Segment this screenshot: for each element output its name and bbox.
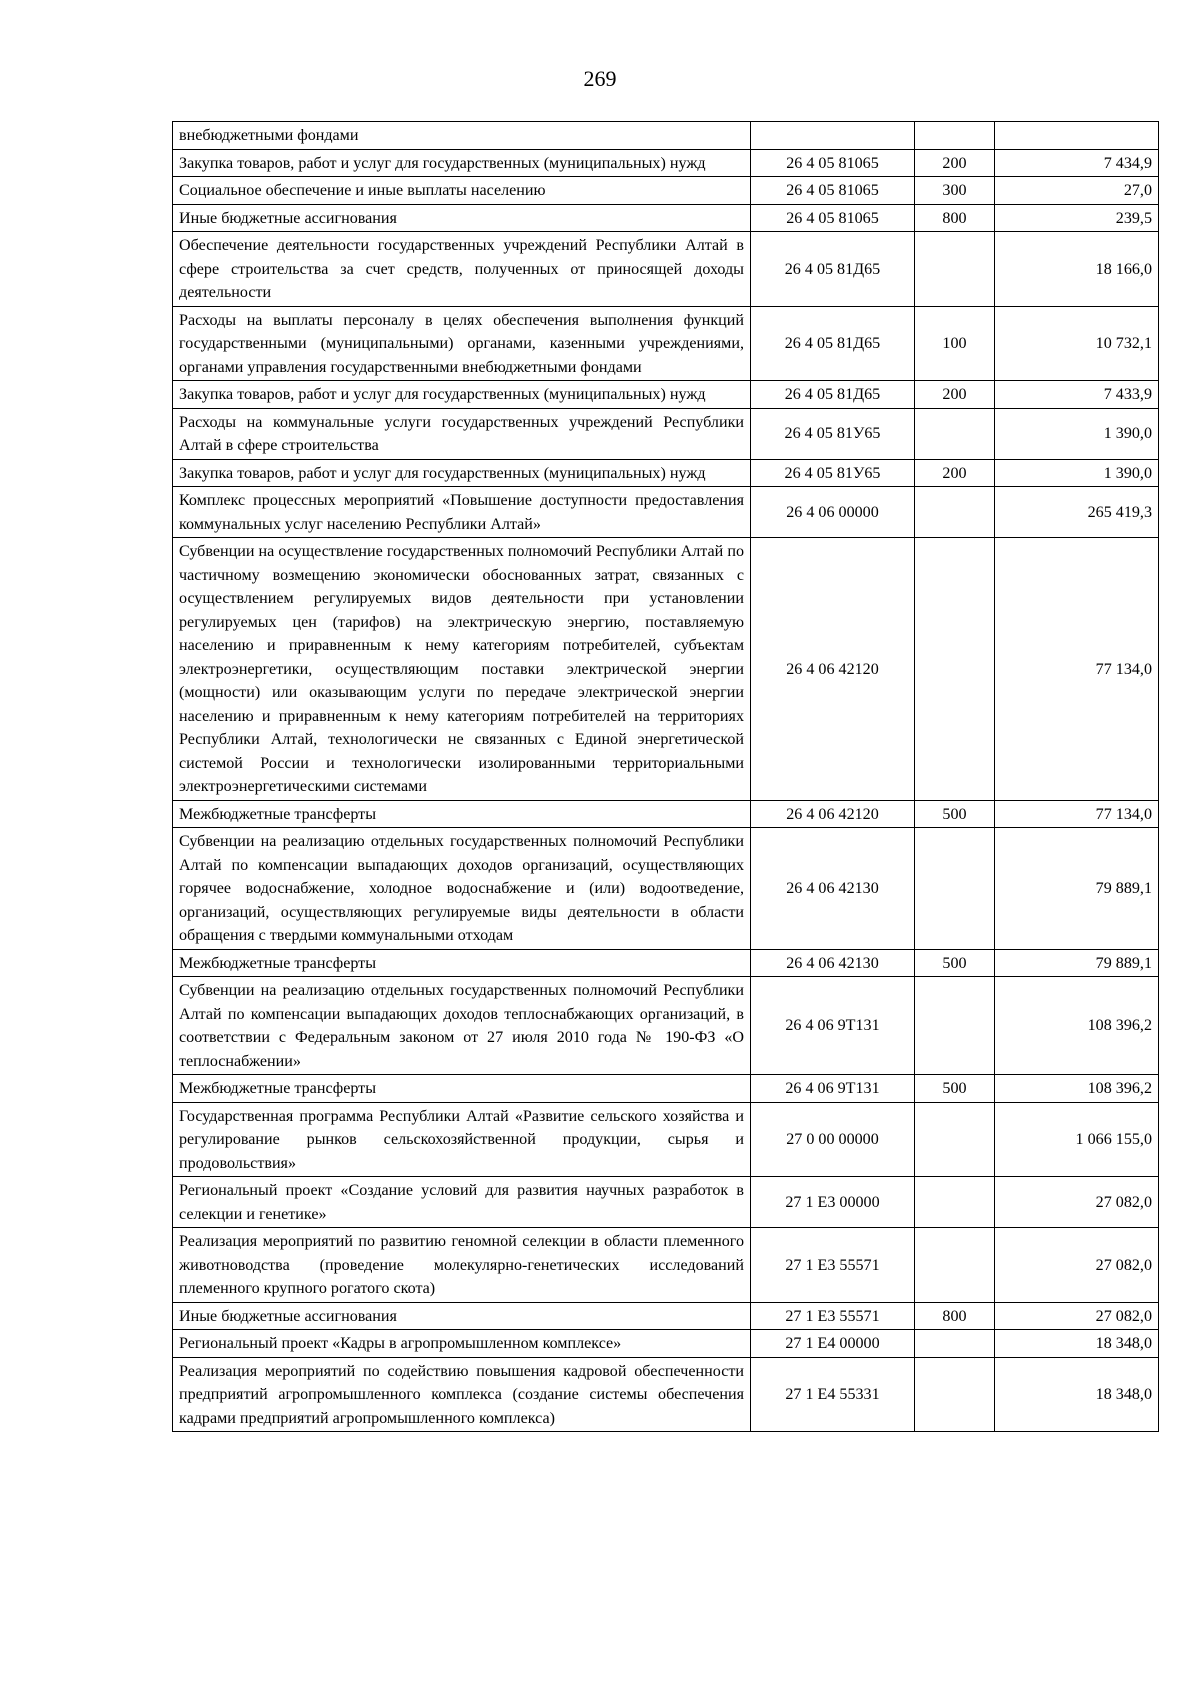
table-row [173, 1075, 1159, 1103]
row-code-cell: 27 1 Е3 00000 [751, 1177, 915, 1228]
row-code-cell: 27 1 Е4 00000 [751, 1330, 915, 1358]
table-row [173, 459, 1159, 487]
row-expense-type-cell: 500 [915, 800, 995, 828]
row-name-cell: Закупка товаров, работ и услуг для государственных (муниципальных) нужд [173, 381, 751, 409]
row-expense-type-cell [915, 1330, 995, 1358]
row-expense-type-cell [915, 1102, 995, 1177]
row-code-cell [751, 122, 915, 150]
table-row [173, 149, 1159, 177]
page-number: 269 [583, 66, 617, 91]
row-amount-cell: 1 066 155,0 [995, 1102, 1159, 1177]
row-amount-cell: 7 433,9 [995, 381, 1159, 409]
row-amount-cell: 265 419,3 [995, 487, 1159, 538]
row-amount-cell: 27 082,0 [995, 1228, 1159, 1303]
row-amount-cell: 7 434,9 [995, 149, 1159, 177]
table-row [173, 381, 1159, 409]
row-expense-type-cell: 200 [915, 149, 995, 177]
row-code-cell: 27 1 Е3 55571 [751, 1228, 915, 1303]
row-name-cell: Иные бюджетные ассигнования [173, 204, 751, 232]
table-row [173, 828, 1159, 950]
row-expense-type-cell: 800 [915, 204, 995, 232]
table-row [173, 1102, 1159, 1177]
row-expense-type-cell [915, 122, 995, 150]
row-code-cell: 27 0 00 00000 [751, 1102, 915, 1177]
row-name-cell: Региональный проект «Создание условий для развития научных разработок в селекции и генетике» [173, 1177, 751, 1228]
row-expense-type-cell: 500 [915, 949, 995, 977]
row-expense-type-cell: 300 [915, 177, 995, 205]
table-row [173, 1177, 1159, 1228]
row-name-cell: Реализация мероприятий по развитию геномной селекции в области племенного животноводства (проведение молекулярно-генетических исследований племенного крупного рогатого скота) [173, 1228, 751, 1303]
row-amount-cell: 77 134,0 [995, 800, 1159, 828]
row-code-cell: 26 4 05 81065 [751, 204, 915, 232]
row-amount-cell: 77 134,0 [995, 538, 1159, 801]
row-amount-cell: 10 732,1 [995, 306, 1159, 381]
row-amount-cell: 27 082,0 [995, 1302, 1159, 1330]
row-name-cell: Закупка товаров, работ и услуг для государственных (муниципальных) нужд [173, 459, 751, 487]
row-expense-type-cell: 800 [915, 1302, 995, 1330]
row-amount-cell: 1 390,0 [995, 459, 1159, 487]
budget-table [172, 121, 1159, 1432]
row-expense-type-cell: 200 [915, 459, 995, 487]
row-name-cell: Обеспечение деятельности государственных учреждений Республики Алтай в сфере строительства за счет средств, полученных от приносящей доходы деятельности [173, 232, 751, 307]
row-expense-type-cell [915, 1228, 995, 1303]
row-code-cell: 26 4 06 00000 [751, 487, 915, 538]
row-name-cell: Государственная программа Республики Алтай «Развитие сельского хозяйства и регулирование рынков сельскохозяйственной продукции, сырья и продовольствия» [173, 1102, 751, 1177]
row-name-cell: Межбюджетные трансферты [173, 949, 751, 977]
table-row [173, 977, 1159, 1075]
row-code-cell: 26 4 05 81У65 [751, 408, 915, 459]
row-code-cell: 26 4 06 42130 [751, 828, 915, 950]
row-expense-type-cell [915, 408, 995, 459]
row-name-cell: Реализация мероприятий по содействию повышения кадровой обеспеченности предприятий агропромышленного комплекса (создание системы обеспечения кадрами предприятий агропромышленного комплекса) [173, 1357, 751, 1432]
row-expense-type-cell: 100 [915, 306, 995, 381]
row-name-cell: Иные бюджетные ассигнования [173, 1302, 751, 1330]
row-code-cell: 27 1 Е3 55571 [751, 1302, 915, 1330]
table-row [173, 177, 1159, 205]
row-expense-type-cell [915, 977, 995, 1075]
row-name-cell: Расходы на выплаты персоналу в целях обеспечения выполнения функций государственными (муниципальными) органами, казенными учреждениями, органами управления государственными внебюджетными фондами [173, 306, 751, 381]
row-code-cell: 26 4 05 81Д65 [751, 306, 915, 381]
row-name-cell: Комплекс процессных мероприятий «Повышение доступности предоставления коммунальных услуг населению Республики Алтай» [173, 487, 751, 538]
row-name-cell: Закупка товаров, работ и услуг для государственных (муниципальных) нужд [173, 149, 751, 177]
budget-table-body [173, 122, 1159, 1432]
table-row [173, 122, 1159, 150]
row-code-cell: 26 4 06 42120 [751, 538, 915, 801]
row-name-cell: Субвенции на реализацию отдельных государственных полномочий Республики Алтай по компенсации выпадающих доходов теплоснабжающих организаций, в соответствии с Федеральным законом от 27 июля 2010 года № 190-ФЗ «О теплоснабжении» [173, 977, 751, 1075]
row-expense-type-cell: 200 [915, 381, 995, 409]
table-row [173, 1357, 1159, 1432]
row-name-cell: Расходы на коммунальные услуги государственных учреждений Республики Алтай в сфере строительства [173, 408, 751, 459]
row-name-cell: Региональный проект «Кадры в агропромышленном комплексе» [173, 1330, 751, 1358]
row-amount-cell: 18 348,0 [995, 1357, 1159, 1432]
row-code-cell: 26 4 05 81065 [751, 177, 915, 205]
table-row [173, 306, 1159, 381]
table-row [173, 487, 1159, 538]
row-expense-type-cell: 500 [915, 1075, 995, 1103]
row-code-cell: 26 4 06 42130 [751, 949, 915, 977]
row-amount-cell: 18 166,0 [995, 232, 1159, 307]
table-row [173, 949, 1159, 977]
row-amount-cell: 108 396,2 [995, 1075, 1159, 1103]
row-code-cell: 27 1 Е4 55331 [751, 1357, 915, 1432]
row-amount-cell: 27,0 [995, 177, 1159, 205]
table-row [173, 538, 1159, 801]
row-amount-cell: 239,5 [995, 204, 1159, 232]
row-amount-cell: 1 390,0 [995, 408, 1159, 459]
row-name-cell: Межбюджетные трансферты [173, 800, 751, 828]
row-amount-cell: 18 348,0 [995, 1330, 1159, 1358]
row-amount-cell: 108 396,2 [995, 977, 1159, 1075]
row-amount-cell: 79 889,1 [995, 828, 1159, 950]
row-expense-type-cell [915, 1357, 995, 1432]
row-expense-type-cell [915, 232, 995, 307]
table-row [173, 800, 1159, 828]
row-name-cell: Межбюджетные трансферты [173, 1075, 751, 1103]
row-code-cell: 26 4 05 81Д65 [751, 232, 915, 307]
row-name-cell: Субвенции на осуществление государственных полномочий Республики Алтай по частичному возмещению экономически обоснованных затрат, связанных с осуществлением регулируемых видов деятельности при установлении регулируемых цен (тарифов) на электрическую энергию, поставляемую населению и приравненным к нему категориям потребителей, субъектам электроэнергетики, осуществляющим поставки электрической энергии (мощности) или оказывающим услуги по передаче электрической энергии населению и приравненным к нему категориям потребителей на территориях Республики Алтай, технологически не связанных с Единой энергетической системой России и технологически изолированными территориальными электроэнергетическими системами [173, 538, 751, 801]
table-row [173, 1302, 1159, 1330]
table-row [173, 204, 1159, 232]
row-amount-cell: 79 889,1 [995, 949, 1159, 977]
row-expense-type-cell [915, 828, 995, 950]
row-code-cell: 26 4 06 42120 [751, 800, 915, 828]
row-code-cell: 26 4 05 81065 [751, 149, 915, 177]
row-code-cell: 26 4 06 9Т131 [751, 977, 915, 1075]
row-name-cell: внебюджетными фондами [173, 122, 751, 150]
table-row [173, 408, 1159, 459]
row-name-cell: Субвенции на реализацию отдельных государственных полномочий Республики Алтай по компенсации выпадающих доходов организаций, осуществляющих горячее водоснабжение, холодное водоснабжение и (или) водоотведение, организаций, осуществляющих регулируемые виды деятельности в области обращения с твердыми коммунальными отходам [173, 828, 751, 950]
row-amount-cell: 27 082,0 [995, 1177, 1159, 1228]
row-code-cell: 26 4 05 81У65 [751, 459, 915, 487]
row-expense-type-cell [915, 538, 995, 801]
table-row [173, 1228, 1159, 1303]
row-code-cell: 26 4 05 81Д65 [751, 381, 915, 409]
row-name-cell: Социальное обеспечение и иные выплаты населению [173, 177, 751, 205]
table-row [173, 232, 1159, 307]
table-row [173, 1330, 1159, 1358]
row-expense-type-cell [915, 1177, 995, 1228]
row-amount-cell [995, 122, 1159, 150]
row-expense-type-cell [915, 487, 995, 538]
row-code-cell: 26 4 06 9Т131 [751, 1075, 915, 1103]
